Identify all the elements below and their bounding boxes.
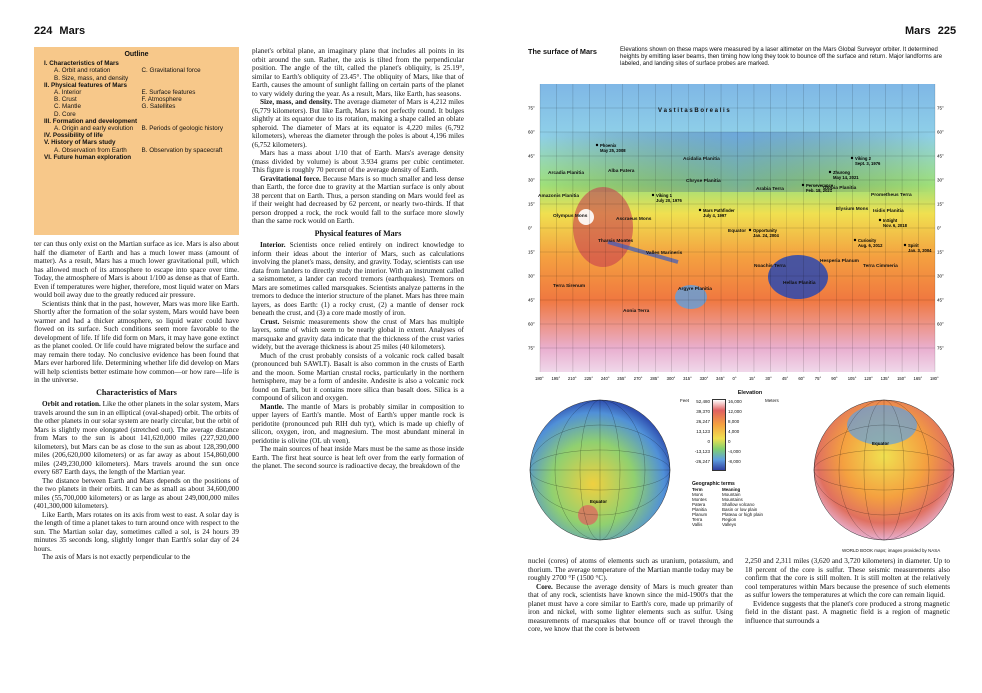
- outline-list: [44, 60, 229, 161]
- paragraph-text: The mantle of Mars is probably similar in composition to upper layers of Earth's mantle. Most of Earth's upper mantle rock is peridotite (pronounced puh RIH duh tyt), which is made up chiefly of silicon, oxygen, iron, and magnesium. The most abundant mineral in peridotite is olivine (OL uh veen).: [252, 402, 464, 445]
- hellas-basin: [768, 255, 828, 299]
- latitude-label: 45°: [528, 153, 535, 159]
- legend-feet: [680, 399, 712, 471]
- legend-meters: [726, 399, 758, 471]
- terms-rows: [692, 492, 800, 527]
- term-meaning: Plateau or high plain: [722, 512, 764, 517]
- outline-item: A. Interior: [54, 89, 82, 97]
- elevation-colorbar: [712, 399, 726, 471]
- paragraph-text: Scientists once relied entirely on indirect knowledge to inform their ideas about the interior of Mars, such as calculations involving the planet's mass, density, and gravity. Today, scientists can use data from landers to directly study the interior. With an instrument called a seismometer, a lander can record tremors (earthquakes). Tremors on Mars are sometimes called marsquakes. Scientists analyze patterns in the tremors to deduce the interior structure of the planet. Mars has three main layers, as does Earth: (1) a rocky crust, (2) a mantle of denser rock beneath the crust, and (3) a core made mostly of iron.: [252, 241, 464, 317]
- paragraph: Mars has a mass about 1/10 that of Earth. Mars's average density (mass divided by volume) is about 3.934 grams per cubic centimeter. This figure is roughly 70 percent of the average density of Earth.: [252, 149, 464, 174]
- outline-subitems: [44, 125, 229, 132]
- landing-marker: [854, 239, 856, 241]
- paragraph: nuclei (cores) of atoms of elements such as uranium, potassium, and thorium. The average temperature of the Martian mantle today may be roughly 2700 °F (1500 °C).: [528, 557, 733, 582]
- term-meaning: Mountains: [722, 497, 743, 502]
- feature-label: Terra Sirenum: [553, 284, 586, 289]
- feature-label: Chryse Planitia: [686, 179, 721, 184]
- geographic-terms: [692, 481, 800, 527]
- term-meaning: Mountain: [722, 492, 741, 497]
- feature-label: Hellas Planitia: [783, 281, 816, 286]
- globe-west: [528, 395, 673, 547]
- feature-label: Equator: [728, 229, 747, 234]
- landing-site-date: May 25, 2008: [600, 148, 626, 153]
- landing-site-name: Opportunity: [753, 228, 777, 233]
- feature-label: Isidis Planitia: [873, 209, 904, 214]
- feet-values: [680, 399, 710, 469]
- latitude-label: 15°: [528, 249, 535, 255]
- globe-east: [812, 395, 957, 547]
- feet-value: 26,247: [696, 419, 710, 424]
- latitude-label: 0°: [528, 225, 533, 231]
- feature-label: V a s t i t a s B o r e a l i s: [658, 108, 730, 114]
- feature-label: Argyre Planitia: [678, 287, 712, 292]
- run-in-heading: Orbit and rotation.: [42, 400, 101, 408]
- longitude-label: 210°: [567, 376, 577, 381]
- outline-item: B. Crust: [54, 96, 77, 104]
- term: Montes: [692, 497, 707, 502]
- landing-site-date: Nov. 6, 2018: [883, 223, 907, 228]
- latitude-label: 75°: [937, 105, 944, 111]
- feet-value: 39,370: [696, 409, 710, 414]
- longitude-label: 330°: [699, 376, 709, 381]
- longitude-label: 45°: [781, 376, 789, 381]
- latitude-label: 75°: [528, 105, 535, 111]
- outline-item: B. Observation by spacecraft: [141, 146, 223, 154]
- outline-item: A. Orbit and rotation: [54, 67, 111, 75]
- longitude-label: 225°: [584, 376, 594, 381]
- landing-site-date: Aug. 6, 2012: [858, 243, 883, 248]
- outline-section: IV. Possibility of life: [44, 132, 103, 140]
- outline-item: G. Satellites: [141, 103, 176, 111]
- landing-marker: [596, 144, 598, 146]
- outline-title: Outline: [124, 51, 149, 58]
- landing-site-date: July 20, 1976: [656, 198, 682, 203]
- longitude-label: 30°: [765, 376, 772, 381]
- latitude-label: 30°: [528, 177, 535, 183]
- meter-value: 4,000: [728, 429, 740, 434]
- latitude-label: 15°: [528, 201, 535, 207]
- globe-equator-label: Equator: [872, 441, 890, 446]
- paragraph-text: Seismic measurements show the crust of Mars has multiple layers, some of which seem to be nearly global in extent. Analyses of marsquake and gravity data indicate that the thickness of the crust varies widely, but the average thickness is about 25 miles (40 kilometers).: [252, 317, 464, 351]
- outline-item: D. Core: [54, 110, 76, 118]
- paragraph-text: The average diameter of Mars is 4,212 miles (6,779 kilometers). But like Earth, Mars is not perfectly round. It bulges slightly at its equator due to its rotation, making a shape called an oblate spheroid. The diameter of Mars at its equator is 4,220 miles (6,792 kilometers), whereas the diameter through the poles is about 4,196 miles (6,752 kilometers).: [252, 98, 464, 149]
- terms-header-meaning: Meaning: [722, 487, 741, 492]
- run-in-heading: Mantle.: [260, 402, 284, 411]
- landing-site-name: Mars Pathfinder: [703, 208, 735, 213]
- feet-value: 52,480: [696, 399, 710, 404]
- paragraph: The distance between Earth and Mars depends on the positions of the two planets in their orbits. It can be as small as about 34,600,000 miles (55,700,000 kilometers) or as large as about 249,000,000 miles (401,300,000 kilometers).: [34, 476, 239, 510]
- feature-label: Utopia Planitia: [823, 186, 857, 191]
- landing-marker: [851, 157, 853, 159]
- outline-box: [34, 47, 239, 235]
- paragraph: Much of the crust probably consists of a volcanic rock called basalt (pronounced buh SAWLT). Basalt is also common in the crusts of Earth and the moon. Some Martian crustal rocks, particularly in the northern hemisphere, may be a form of andesite. Andesite is also a volcanic rock found on Earth, but it contains more silica than basalt does. Silica is a compound of silicon and oxygen.: [252, 351, 464, 402]
- paragraph: Evidence suggests that the planet's core produced a strong magnetic field in the distant past. A magnetic field is a region of magnetic influence that surrounds a: [745, 599, 950, 625]
- longitude-label: 285°: [650, 376, 659, 381]
- longitude-labels: [535, 376, 939, 381]
- page-number-left: 224: [34, 25, 53, 37]
- latitude-label: 45°: [937, 297, 944, 303]
- meter-value: -4,000: [728, 449, 741, 454]
- feet-value: 0: [707, 439, 710, 444]
- outline-item: F. Atmosphere: [141, 96, 182, 104]
- run-in-heading: Crust.: [260, 317, 280, 326]
- feature-label: Alba Patera: [608, 169, 635, 174]
- elevation-legend: [680, 390, 800, 527]
- paragraph: [252, 241, 464, 318]
- longitude-label: 315°: [683, 376, 692, 381]
- longitude-label: 105°: [847, 376, 857, 381]
- outline-item: C. Mantle: [54, 103, 81, 111]
- longitude-label: 240°: [600, 376, 610, 381]
- running-title-left: Mars: [59, 25, 86, 37]
- feature-label: Noachis Terra: [754, 264, 786, 269]
- latitude-label: 75°: [528, 345, 535, 351]
- latitude-label: 15°: [937, 201, 944, 207]
- latitude-label: 15°: [937, 249, 944, 255]
- paragraph: [252, 98, 464, 149]
- header-left: [34, 25, 85, 37]
- landing-marker: [652, 194, 654, 196]
- longitude-label: 180°: [930, 376, 939, 381]
- longitude-label: 255°: [617, 376, 626, 381]
- latitude-label: 60°: [937, 321, 944, 327]
- meter-value: 12,000: [728, 409, 742, 414]
- header-right: [905, 25, 956, 37]
- latitude-label: 30°: [528, 273, 535, 279]
- paragraph: [252, 175, 464, 226]
- outline-item: E. Surface features: [141, 89, 196, 97]
- landing-site: [802, 183, 834, 193]
- latitude-label: 0°: [937, 225, 942, 231]
- longitude-label: 165°: [913, 376, 923, 381]
- longitude-label: 90°: [831, 376, 838, 381]
- term: Planitia: [692, 507, 707, 512]
- column-2: [252, 47, 464, 687]
- outline-section: VI. Future human exploration: [44, 153, 132, 161]
- meter-value: 8,000: [728, 419, 740, 424]
- paragraph: planet's orbital plane, an imaginary plane that includes all points in its orbit around the sun. Rather, the axis is tilted from the perpendicular position. The angle of the tilt, called the planet's obliquity, is 25.19°, similar to Earth's obliquity of 23.45°. The obliquity of Mars, like that of Earth, causes the amount of sunlight falling on certain parts of the planet to vary widely during the year. As a result, Mars, like Earth, has seasons.: [252, 47, 464, 98]
- longitude-label: 150°: [897, 376, 906, 381]
- feature-label: Valles Marineris: [646, 251, 683, 256]
- tharsis-rise: [573, 187, 633, 267]
- outline-subitems: [44, 67, 229, 74]
- term: Vallis: [692, 522, 703, 527]
- latitude-label: 60°: [528, 321, 535, 327]
- landing-marker: [699, 209, 701, 211]
- feature-label: Ascraeus Mons: [616, 217, 652, 222]
- landing-site-date: Sept. 3, 1976: [855, 161, 881, 166]
- landing-site-name: Perseverance: [806, 183, 834, 188]
- paragraph-text: Because Mars is so much smaller and less dense than Earth, the force due to gravity at the Martian surface is only about 38 percent that on Earth. Thus, a person standing on Mars would feel as if their weight had decreased by 62 percent, or nearly two-thirds. If that person dropped a rock, the rock would fall to the surface more slowly than the same rock would on Earth.: [252, 174, 464, 225]
- terms-title: Geographic terms: [692, 481, 735, 487]
- landing-site-name: Phoenix: [600, 143, 617, 148]
- feature-label: Aonia Terra: [623, 309, 650, 314]
- paragraph: The axis of Mars is not exactly perpendicular to the: [42, 553, 191, 561]
- run-in-heading: Interior.: [260, 241, 286, 249]
- paragraph: [34, 400, 239, 477]
- landing-marker: [879, 219, 881, 221]
- figure-title: The surface of Mars: [528, 47, 597, 56]
- term: Planum: [692, 512, 708, 517]
- landing-marker: [749, 229, 751, 231]
- feet-unit-label: Feet: [680, 398, 690, 403]
- paragraph: The main sources of heat inside Mars must be the same as those inside Earth. The first heat source is heat left over from the early formation of the planet. The second source is radioactive decay, the breakdown of the: [252, 445, 464, 470]
- landing-site-date: May 14, 2021: [833, 175, 859, 180]
- longitude-label: 60°: [798, 376, 805, 381]
- term-meaning: Valleys: [722, 522, 737, 527]
- landing-site: [749, 228, 780, 238]
- column-1: [34, 240, 239, 690]
- outline-item: C. Gravitational force: [141, 67, 201, 75]
- landing-site-date: July 4, 1997: [703, 213, 727, 218]
- paragraph: [528, 583, 733, 634]
- term: Mons: [692, 492, 704, 497]
- latitude-label: 45°: [528, 297, 535, 303]
- feature-label: Hesperia Planum: [820, 259, 859, 264]
- page-number-right: 225: [937, 25, 957, 37]
- feature-label: Arcadia Planitia: [548, 171, 584, 176]
- globe-equator-label: Equator: [590, 499, 608, 504]
- outline-subitems: [44, 89, 229, 96]
- meter-value: -8,000: [728, 459, 741, 464]
- landing-site-date: Jan. 24, 2004: [753, 233, 779, 238]
- outline-item: B. Size, mass, and density: [54, 74, 129, 82]
- paragraph-text: Like the other planets in the solar system, Mars travels around the sun in an elliptical (oval-shaped) orbit. The orbits of the other planets in our solar system are nearly circular, but the orbit of Mars is slightly more elongated (stretched out). The average distance from Mars to the sun is about 141,620,000 miles (227,920,000 kilometers), but Mars can be as close to the sun as about 128,390,000 miles (206,620,000 kilometers) or as far away as about 154,860,000 miles (249,230,000 kilometers). Mars travels around the sun once every 687 Earth days, the length of the Martian year.: [34, 400, 239, 476]
- paragraph: [252, 403, 464, 446]
- figure-caption: Elevations shown on these maps were measured by a laser altimeter on the Mars Global Surveyor orbiter. It determined heights by emitting laser beams, then timing how long they took to bounce off the surface and return. Major landforms are labeled, and landing sites of surface probes are marked.: [620, 47, 943, 67]
- feature-label: Amazonis Planitia: [538, 194, 580, 199]
- term: Terra: [692, 517, 703, 522]
- latitude-label: 30°: [937, 177, 944, 183]
- latitude-label: 60°: [528, 129, 535, 135]
- feature-label: Acidalia Planitia: [683, 157, 720, 162]
- outline-subitems: [44, 75, 229, 82]
- run-in-heading: Core.: [536, 582, 553, 591]
- outline-section: I. Characteristics of Mars: [44, 60, 119, 68]
- outline-section: V. History of Mars study: [44, 139, 116, 147]
- landing-marker: [904, 244, 906, 246]
- latitude-label: 60°: [937, 129, 944, 135]
- landing-site-date: Jan. 3, 2004: [908, 248, 932, 253]
- outline-section: II. Physical features of Mars: [44, 81, 127, 89]
- latitude-label: 30°: [937, 273, 944, 279]
- meter-unit-label: Meters: [765, 398, 779, 403]
- outline-subitems: [44, 111, 229, 118]
- landing-site-name: Zhurong: [833, 170, 850, 175]
- longitude-label: 75°: [814, 376, 822, 381]
- longitude-label: 135°: [880, 376, 890, 381]
- term-row: [692, 522, 800, 527]
- longitude-label: 120°: [864, 376, 873, 381]
- terms-header-term: Term: [692, 487, 703, 492]
- outline-section: III. Formation and development: [44, 117, 138, 125]
- mars-elevation-map: [528, 72, 953, 392]
- paragraph: Like Earth, Mars rotates on its axis from west to east. A solar day is the length of time a planet takes to turn around once with respect to the sun. The Martian solar day, sometimes called a sol, is 24 hours 39 minutes 35 seconds long, slightly longer than Earth's solar day of 24 hours.: [34, 510, 239, 553]
- landing-site-name: Curiosity: [858, 238, 877, 243]
- feature-label: Terra Cimmeria: [863, 264, 898, 269]
- latitude-label: 45°: [937, 153, 944, 159]
- term-meaning: Shallow volcano: [722, 502, 755, 507]
- outline-subitems: [44, 147, 229, 154]
- paragraph-text: Because the average density of Mars is much greater than that of any rock, scientists have known since the mid-1900's that the planet must have a core similar to Earth's core, made up primarily of iron and nickel, with some lighter elements such as sulfur. Using measurements of marsquakes that bounce off or travel through the core, we know that the core is between: [528, 582, 733, 633]
- outline-subitems: [44, 96, 229, 103]
- meter-value: 16,000: [728, 399, 742, 404]
- feature-label: Elysium Mons: [836, 207, 869, 212]
- landing-marker: [829, 171, 831, 173]
- longitude-label: 300°: [666, 376, 676, 381]
- outline-item: A. Observation from Earth: [54, 146, 127, 154]
- feet-value: -13,123: [694, 449, 710, 454]
- longitude-label: 15°: [748, 376, 756, 381]
- meter-value: 0: [728, 439, 731, 444]
- outline-item: B. Periods of geologic history: [141, 125, 224, 133]
- longitude-label: 270°: [633, 376, 643, 381]
- longitude-label: 0°: [732, 376, 737, 381]
- landing-site-name: InSight: [883, 218, 898, 223]
- longitude-label: 195°: [551, 376, 561, 381]
- feet-value: 13,123: [696, 429, 710, 434]
- outline-item: A. Origin and early evolution: [54, 125, 134, 133]
- legend-title: Elevation: [737, 390, 763, 396]
- paragraph: 2,250 and 2,311 miles (3,620 and 3,720 kilometers) in diameter. Up to 18 percent of the core is sulfur. These seismic measurements also confirm that the core is still molten. It is still molten at the relatively cool temperatures within Mars because the presence of such elements as sulfur lowers the temperatures at which the core can remain liquid.: [745, 557, 950, 599]
- paragraph: Scientists think that in the past, however, Mars was more like Earth. Shortly after the formation of the solar system, Mars would have been warmer and had a thicker atmosphere, so liquid water could have flowed on its surface. Such conditions seem more favorable to the development of life. If life did form on Mars, it may have gone extinct as the planet cooled. Or life could have migrated below the surface and may remain there today. No conclusive evidence has been found that Mars ever harbored life. Determining whether life did develop on Mars will help scientists better estimate how common—or how rare—life is in the universe.: [34, 299, 239, 384]
- paragraph: ter can thus only exist on the Martian surface as ice. Mars is also about half the diameter of Earth and has a much lower mass (amount of matter). As a result, Mars has a much lower gravitational pull, which has allowed much of its atmosphere to escape into space over time. Today, the atmosphere of Mars is about 1/100 as dense as that of Earth. Even if temperatures were higher, therefore, most liquid water on Mars would boil away due to the greatly reduced air pressure.: [34, 240, 239, 299]
- section-heading: Physical features of Mars: [314, 228, 402, 238]
- column-4: [745, 557, 950, 690]
- landing-site-name: Viking 1: [656, 193, 672, 198]
- outline-subitems: [44, 103, 229, 110]
- term-meaning: Basin or low plain: [722, 507, 758, 512]
- term-meaning: Region: [722, 517, 737, 522]
- feet-value: -26,247: [694, 459, 710, 464]
- figure-credit: WORLD BOOK maps; images provided by NASA: [842, 548, 941, 553]
- paragraph: [252, 318, 464, 352]
- latitude-label: 75°: [937, 345, 944, 351]
- feature-label: Prometheus Terra: [871, 193, 912, 198]
- landing-marker: [802, 184, 804, 186]
- landing-site-name: Viking 2: [855, 156, 871, 161]
- landing-site-name: Spirit: [908, 243, 919, 248]
- column-3: [528, 557, 733, 690]
- feature-label: Arabia Terra: [756, 187, 784, 192]
- longitude-label: 345°: [716, 376, 725, 381]
- feature-label: Olympus Mons: [553, 214, 588, 219]
- meter-values: [728, 399, 758, 469]
- section-heading: Characteristics of Mars: [96, 387, 177, 397]
- landing-site-date: Feb. 18, 2021: [806, 188, 833, 193]
- feature-label: Tharsis Montes: [598, 239, 634, 244]
- run-in-heading: Gravitational force.: [260, 174, 321, 183]
- longitude-label: 180°: [535, 376, 544, 381]
- run-in-heading: Size, mass, and density.: [260, 98, 333, 106]
- running-title-right: Mars: [905, 25, 931, 37]
- term: Patera: [692, 502, 706, 507]
